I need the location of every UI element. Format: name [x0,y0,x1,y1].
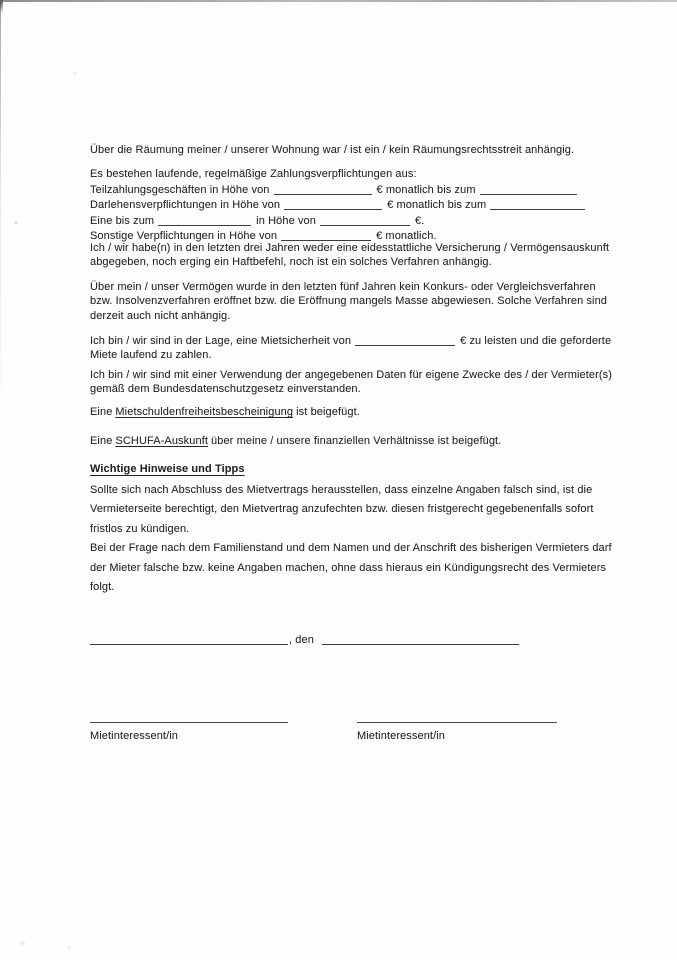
obligations-intro: Es bestehen laufende, regelmäßige Zahlungsverpflichtungen aus: [90,168,417,180]
signature-line-right [357,722,557,723]
paragraph-line: abgegeben, noch erging ein Haftbefehl, noch ist ein solches Verfahren anhängig. [90,256,492,269]
attachment-underlined-term: SCHUFA-Auskunft [115,435,209,447]
form-line-installment-purchases [90,182,590,198]
form-line-text: in Höhe von [256,214,316,227]
hints-line: fristlos zu kündigen. [90,522,190,535]
hints-heading [90,463,245,477]
scan-speck [14,221,18,224]
form-line-deposit [90,333,611,348]
attachment-suffix: ist beigefügt. [296,406,360,418]
paragraph-line: gemäß dem Bundesdatenschutzgesetz einverstanden. [90,383,361,396]
paragraph-line: Miete laufend zu zahlen. [90,349,212,362]
attachment-underlined-term: Mietschuldenfreiheitsbescheinigung [115,406,294,418]
paragraph-eviction [90,144,574,158]
attachment-line [90,435,504,449]
paragraph-deposit [90,333,611,363]
paragraph-affidavit [90,241,609,270]
paragraph-insolvency [90,280,607,323]
paragraph-attachment-schufa [90,435,504,449]
hints-line: Vermieterseite berechtigt, den Mietvertrag anzufechten bzw. diesen fristgerecht gegebenenfalls sofort [90,503,594,516]
attachment-suffix: über meine / unsere finanziellen Verhältnisse ist beigefügt. [211,435,502,447]
attachment-prefix: Eine [90,435,113,447]
blank-field [490,199,585,210]
blank-field [320,215,410,226]
attachment-prefix: Eine [90,406,113,418]
form-line-text: Darlehensverpflichtungen in Höhe von [90,199,281,211]
paragraph-line: Ich / wir habe(n) in den letzten drei Jahren weder eine eidesstattliche Versicherung / Vermögensauskunft [90,242,610,254]
scan-speck [67,946,71,949]
signature-label-left: Mietinteressent/in [90,730,179,742]
hints-line: Bei der Frage nach dem Familienstand und dem Namen und der Anschrift des bisherigen Vermieters darf [90,542,612,555]
form-line-text: Eine bis zum [90,214,155,227]
blank-field [274,184,372,195]
den-label: , den [289,634,314,646]
hints-line: der Mieter falsche bzw. keine Angaben machen, ohne dass hieraus ein Kündigungsrecht des Vermieters [90,561,607,574]
place-blank-field [90,634,288,645]
paragraph-eviction-line: Über die Räumung meiner / unserer Wohnung war / ist ein / kein Räumungsrechtsstreit anhängig. [90,144,575,156]
paragraph-line: Ich bin / wir sind mit einer Verwendung der angegebenen Daten für eigene Zwecke des / der Vermieter(s) [90,369,612,381]
blank-field [281,230,371,241]
blank-field [355,335,455,346]
form-line-loan-obligations [90,197,590,213]
form-line-text: € zu leisten und die geforderte [460,335,612,347]
place-date-line [90,632,519,648]
form-line-text: € monatlich bis zum [387,199,487,211]
paragraph-line: Über mein / unser Vermögen wurde in den letzten fünf Jahren kein Konkurs- oder Vergleichsverfahren [90,281,596,293]
blank-field [480,184,577,195]
scan-speck [73,72,77,75]
scan-speck [20,941,25,945]
section-payment-obligations [90,168,590,244]
paragraph-data-consent [90,368,612,397]
form-line-one-until [90,213,590,229]
signature-label-right: Mietinteressent/in [357,730,446,742]
scan-top-edge-artifact [0,0,677,2]
form-line-text: €. [414,214,425,227]
form-line-text: Sonstige Verpflichtungen in Höhe von [90,230,278,242]
form-line-text: € monatlich. [376,230,437,242]
paragraph-line: bzw. Insolvenzverfahren eröffnet bzw. die Eröffnung mangels Masse abgewiesen. Solche Verfahren sind [90,295,608,308]
signature-line-left [90,722,288,723]
hints-line: folgt. [90,581,115,594]
scan-left-edge-artifact [0,2,1,432]
hints-heading-text: Wichtige Hinweise und Tipps [90,463,245,475]
paragraph-attachment-rent-debt [90,406,363,420]
blank-field [284,199,382,210]
hints-body [90,481,612,597]
blank-field [158,215,251,226]
form-line-text: Teilzahlungsgeschäften in Höhe von [90,183,270,196]
paragraph-line: derzeit auch nicht anhängig. [90,309,231,322]
date-blank-field [322,634,519,645]
hints-line: Sollte sich nach Abschluss des Mietvertrags herausstellen, dass einzelne Angaben falsch sind, ist die [90,484,593,496]
form-line-text: € monatlich bis zum [376,183,476,196]
attachment-line [90,406,363,420]
form-line-text: Ich bin / wir sind in der Lage, eine Mietsicherheit von [90,335,352,347]
